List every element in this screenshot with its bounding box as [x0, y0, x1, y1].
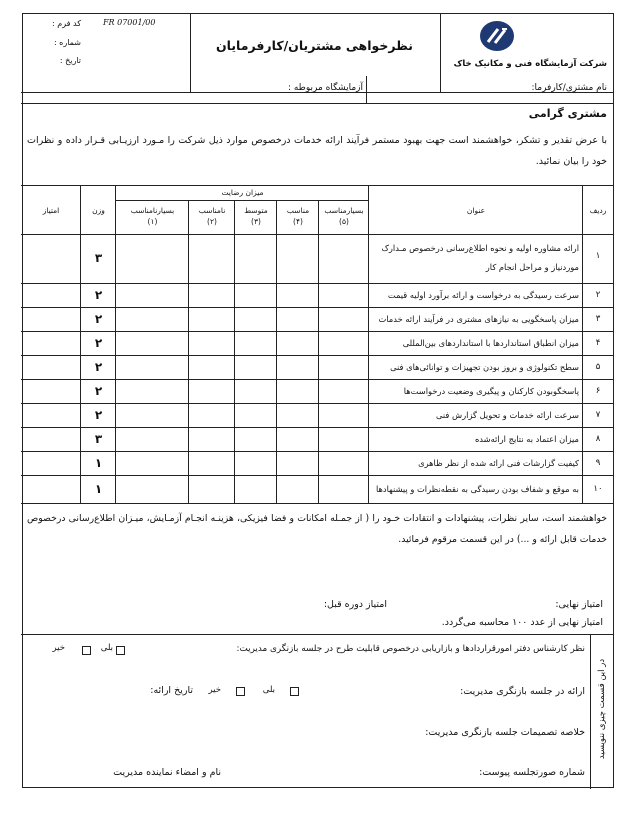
form-code-label: کد فرم : — [52, 19, 81, 28]
row-number: ۴ — [595, 338, 601, 348]
form-code: FR 07001/00 — [103, 18, 156, 27]
company-name: شرکت آزمایشگاه فنی و مکانیک خاک — [453, 59, 607, 69]
row-weight: ۳ — [94, 432, 103, 446]
attached-minutes-label: شماره صورتجلسه پیوست: — [479, 767, 585, 778]
row-title: میزان انطباق استانداردها با استانداردهای بین‌المللی — [402, 338, 579, 348]
expert-yes-label: بلی — [100, 643, 113, 653]
row-weight: ۲ — [94, 336, 103, 350]
company-logo — [479, 20, 515, 52]
present-no-label: خیر — [208, 685, 221, 695]
level-2-header: نامناسب (۲) — [198, 206, 226, 226]
intro-paragraph: با عرض تقدیر و تشکر، خواهشمند است جهت بهبود مستمر فرآیند ارائه خدمات درخصوص موارد ذیل شرکت را مـورد ارزیـابی قـرار داده و نظرات خود را بیان نمائید. — [27, 135, 607, 167]
col-row-header: ردیف — [589, 206, 607, 215]
col-satisfaction-header: میزان رضایت — [221, 188, 264, 197]
row-title: میزان پاسخگویی به نیازهای مشتری در فرآیند ارائه خدمات — [378, 314, 579, 324]
related-lab-label: آزمایشگاه مربوطه : — [287, 83, 363, 93]
row-number: ۵ — [595, 362, 601, 372]
row-number: ۷ — [595, 410, 601, 420]
row-weight: ۲ — [94, 384, 103, 398]
expert-no-checkbox[interactable] — [116, 646, 125, 655]
comments-paragraph: خواهشمند است، سایر نظرات، پیشنهادات و انتقادات خـود را ( از جمـله امکانات و فضا فیزیکی، هزینـه انجـام آزمـایش، میـزان اطلاع‌رسانی درخصوص خدمات قابل ارائه و ...) در این قسمت مرقوم فرمائید. — [27, 513, 607, 545]
level-3-header: متوسط (۳) — [244, 206, 268, 226]
score-note: امتیاز نهایی از عدد ۱۰۰ محاسبه می‌گردد. — [441, 617, 603, 628]
row-weight: ۲ — [94, 288, 103, 302]
col-weight-header: وزن — [92, 206, 105, 215]
row-title: سطح تکنولوژی و بروز بودن تجهیزات و توانائی‌های فنی — [390, 362, 579, 372]
row-weight: ۱ — [94, 456, 103, 470]
prev-score-label: امتیاز دوره قبل: — [323, 599, 387, 610]
expert-yes-checkbox[interactable] — [82, 646, 91, 655]
row-number: ۹ — [595, 458, 601, 468]
row-weight: ۱ — [94, 482, 103, 496]
present-yes-label: بلی — [262, 685, 275, 695]
col-score-header: امتیاز — [42, 206, 60, 215]
row-number: ۶ — [595, 386, 601, 396]
level-1-header: بسیارنامناسب (۱) — [130, 206, 175, 226]
row-weight: ۳ — [94, 251, 103, 265]
level-4-header: مناسب (۴) — [286, 206, 310, 226]
row-weight: ۲ — [94, 360, 103, 374]
form-title: نظرخواهی مشتریان/کارفرمایان — [215, 38, 413, 53]
present-yes-checkbox[interactable] — [290, 687, 299, 696]
evaluation-table — [21, 185, 613, 504]
customer-name-label: نام مشتری/کارفرما: — [531, 83, 607, 93]
present-date-label: تاریخ ارائه: — [150, 685, 193, 696]
row-weight: ۲ — [94, 408, 103, 422]
internal-side-label: در این قسمت چیزی ننویسید — [597, 658, 607, 760]
row-title: پاسخگوبودن کارکنان و پیگیری وضعیت درخواست‌ها — [403, 386, 579, 396]
row-number: ۲ — [595, 290, 601, 300]
date-label: تاریخ : — [59, 56, 81, 65]
expert-opinion-label: نظر کارشناس دفتر امورقراردادها و بازاریابی درخصوص قابلیت طرح در جلسه بازنگری مدیریت: — [236, 644, 585, 654]
present-no-checkbox[interactable] — [236, 687, 245, 696]
row-title: ارائه مشاوره اولیه و نحوه اطلاع‌رسانی درخصوص مـدارک موردنیاز و مراحل انجام کار — [381, 243, 579, 272]
col-title-header: عنوان — [466, 206, 486, 215]
number-label: شماره : — [53, 38, 81, 47]
row-title: کیفیت گزارشات فنی ارائه شده از نظر ظاهری — [418, 458, 579, 468]
row-title: سرعت رسیدگی به درخواست و ارائه برآورد اولیه قیمت — [387, 290, 579, 300]
row-number: ۸ — [595, 434, 601, 444]
manager-signature-label: نام و امضاء نماینده مدیریت — [113, 767, 221, 778]
row-number: ۱ — [595, 251, 601, 261]
final-score-label: امتیاز نهایی: — [555, 599, 603, 610]
row-number: ۳ — [595, 314, 601, 324]
present-in-meeting-label: ارائه در جلسه بازنگری مدیریت: — [460, 686, 585, 697]
meeting-summary-label: خلاصه تصمیمات جلسه بازنگری مدیریت: — [425, 727, 585, 738]
greeting: مشتری گرامی — [528, 107, 607, 120]
level-5-header: بسیارمناسب (۵) — [324, 206, 364, 226]
row-number: ۱۰ — [593, 484, 603, 494]
row-weight: ۲ — [94, 312, 103, 326]
survey-form — [22, 13, 614, 788]
expert-no-label: خیر — [52, 643, 65, 653]
row-title: سرعت ارائه خدمات و تحویل گزارش فنی — [436, 410, 579, 420]
row-title: به موقع و شفاف بودن رسیدگی به نقطه‌نظرات و پیشنهادها — [376, 484, 579, 494]
row-title: میزان اعتماد به نتایج ارائه‌شده — [474, 434, 579, 444]
